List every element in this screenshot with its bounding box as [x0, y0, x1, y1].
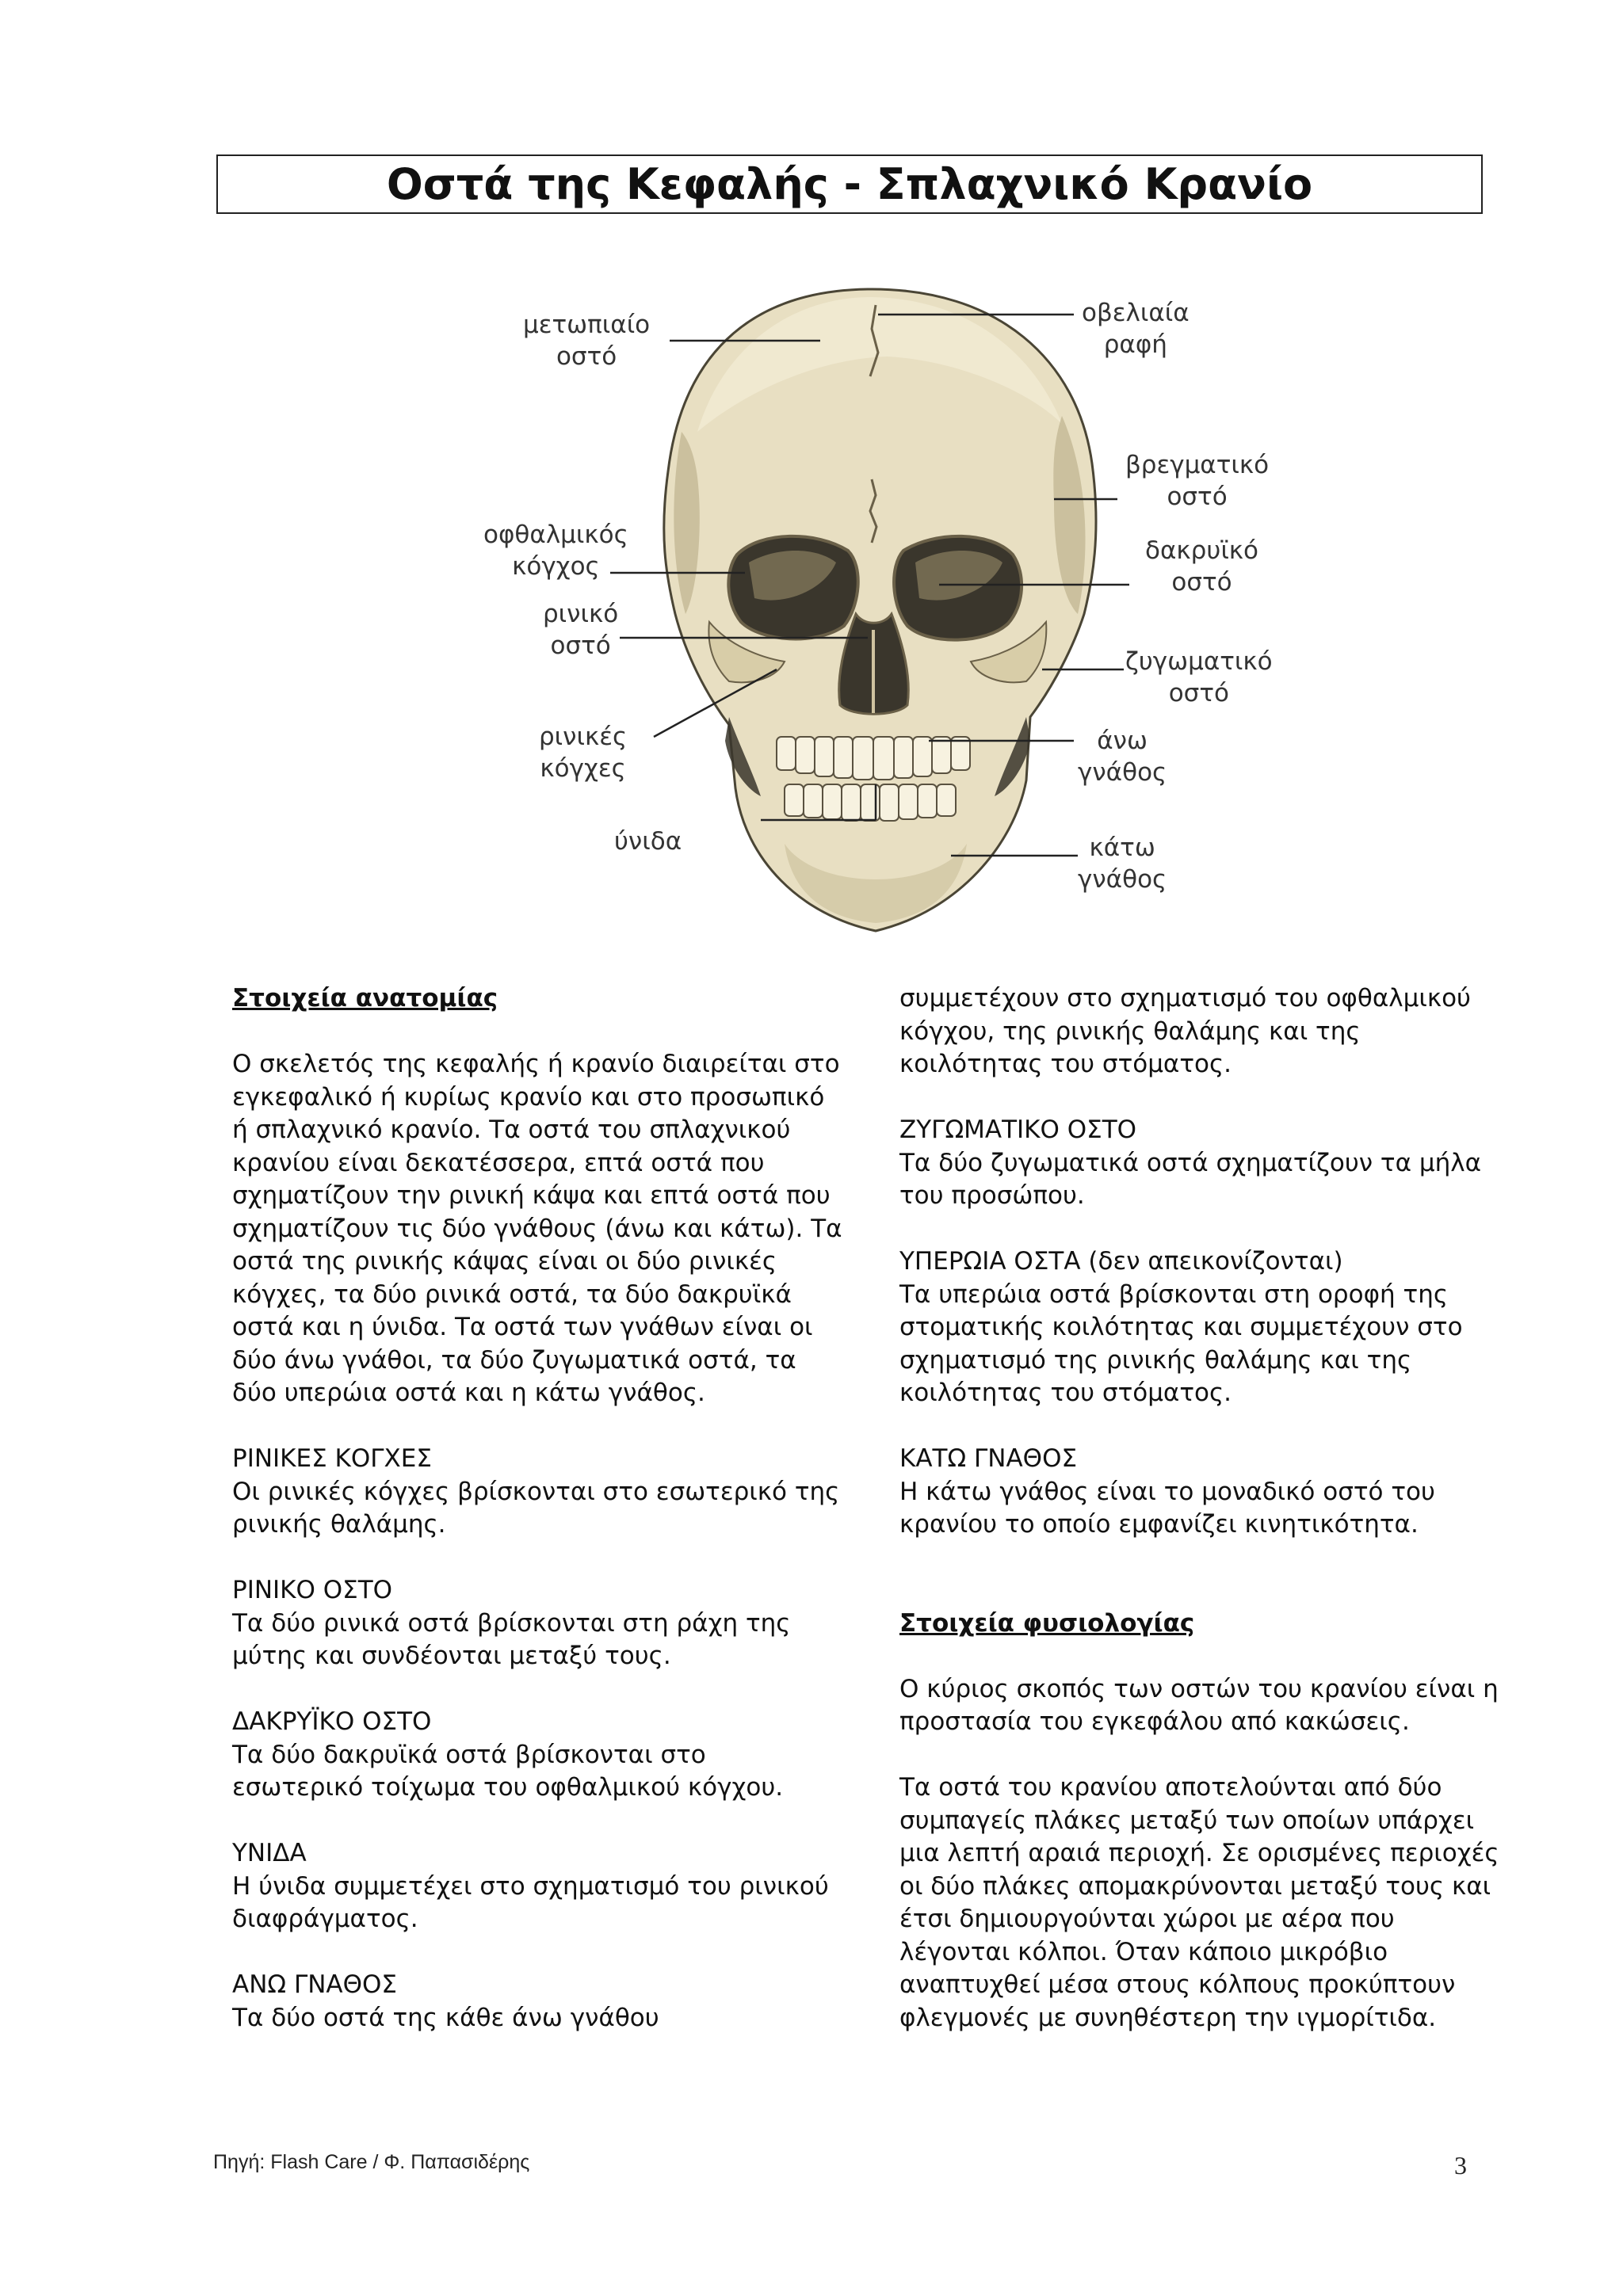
page-title: Οστά της Κεφαλής - Σπλαχνικό Κρανίο: [386, 159, 1313, 209]
skull-figure: [444, 273, 1316, 939]
anatomy-intro: Ο σκελετός της κεφαλής ή κρανίο διαιρείται στο εγκεφαλικό ή κυρίως κρανίο και στο προσωπικό ή σπλαχνικό κρανίο. Τα οστά του σπλαχνικού κρανίου είναι δεκατέσσερα, επτά οστά που σχηματίζουν την ρινική κάψα και επτά οστά που σχηματίζουν τις δύο γνάθους (άνω και κάτω). Τα οστά της ρινικής κάψας είναι οι δύο ρινικές κόγχες, τα δύο ρινικά οστά, τα δύο δακρυϊκά οστά και η ύνιδα. Τα οστά των γνάθων είναι οι δύο άνω γνάθοι, τα δύο ζυγωματικά οστά, τα δύο υπερώια οστά και η κάτω γνάθος.: [232, 1050, 842, 1407]
section-text: Τα υπερώια οστά βρίσκονται στη οροφή της στοματικής κοιλότητας και συμμετέχουν στο σχηματισμό της ρινικής θαλάμης και της κοιλότητας του στόματος.: [899, 1280, 1463, 1407]
title-box: [216, 154, 1483, 214]
section-text: Τα δύο δακρυϊκά οστά βρίσκονται στο εσωτερικό τοίχωμα του οφθαλμικού κόγχου.: [232, 1740, 784, 1802]
label-line: γνάθος: [1078, 758, 1167, 787]
section-title: ΥΝΙΔΑ: [232, 1839, 307, 1867]
section-title: ΡΙΝΙΚΟ ΟΣΤΟ: [232, 1576, 393, 1604]
physiology-paragraph: Τα οστά του κρανίου αποτελούνται από δύο συμπαγείς πλάκες μεταξύ των οποίων υπάρχει μια λεπτή αραιά περιοχή. Σε ορισμένες περιοχές οι δύο πλάκες απομακρύνονται μεταξύ τους και έτσι δημιουργούνται χώροι με αέρα που λέγονται κόλποι. Όταν κάποιο μικρόβιο αναπτυχθεί μέσα στους κόλπους προκύπτουν φλεγμονές με συνηθέστερη την ιγμορίτιδα.: [899, 1773, 1499, 2032]
label-line: οφθαλμικός: [483, 521, 628, 549]
section-title: ΡΙΝΙΚΕΣ ΚΟΓΧΕΣ: [232, 1444, 432, 1473]
physiology-paragraph: Ο κύριος σκοπός των οστών του κρανίου είναι η προστασία του εγκεφάλου από κακώσεις.: [899, 1674, 1499, 1736]
label-line: γνάθος: [1078, 865, 1167, 894]
label-line: οστό: [1171, 568, 1232, 597]
section-title: ΚΑΤΩ ΓΝΑΘΟΣ: [899, 1444, 1078, 1473]
label-line: ραφή: [1103, 330, 1167, 359]
label-line: οστό: [556, 342, 617, 371]
label-mandible: [1078, 832, 1167, 895]
section-text: Τα δύο ζυγωματικά οστά σχηματίζουν τα μήλα του προσώπου.: [899, 1148, 1482, 1210]
label-maxilla: [1078, 725, 1167, 788]
left-column: [232, 982, 842, 2035]
lower-teeth: [785, 784, 956, 821]
label-frontal-bone: [523, 309, 650, 372]
label-line: βρεγματικό: [1125, 451, 1270, 479]
upper-teeth: [777, 737, 970, 780]
section-text: Οι ρινικές κόγχες βρίσκονται στο εσωτερικό της ρινικής θαλάμης.: [232, 1477, 840, 1539]
label-line: ύνιδα: [614, 827, 682, 856]
label-line: ρινικό: [543, 600, 619, 628]
section-text: Η κάτω γνάθος είναι το μοναδικό οστό του κρανίου το οποίο εμφανίζει κινητικότητα.: [899, 1477, 1435, 1539]
label-vomer: [614, 826, 682, 857]
label-line: άνω: [1097, 727, 1148, 755]
label-zygomatic-bone: [1125, 646, 1273, 709]
label-sagittal-suture: [1082, 297, 1190, 360]
section-text: Τα δύο ρινικά οστά βρίσκονται στη ράχη της μύτης και συνδέονται μεταξύ τους.: [232, 1608, 791, 1670]
footer-source: Πηγή: Flash Care / Φ. Παπασιδέρης: [213, 2151, 530, 2173]
right-column: [899, 982, 1502, 2035]
physiology-heading: Στοιχεία φυσιολογίας: [899, 1608, 1195, 1638]
section-text: Τα δύο οστά της κάθε άνω γνάθου: [232, 2003, 659, 2032]
label-line: οβελιαία: [1082, 299, 1190, 327]
label-orbit: [483, 519, 628, 582]
label-line: κόγχος: [512, 552, 600, 581]
label-nasal-bone: [543, 598, 618, 662]
label-line: κόγχες: [540, 754, 626, 783]
label-line: οστό: [550, 631, 611, 660]
label-line: οστό: [1168, 679, 1229, 707]
label-line: ρινικές: [539, 723, 628, 751]
label-line: κάτω: [1089, 833, 1155, 862]
section-text: Η ύνιδα συμμετέχει στο σχηματισμό του ρινικού διαφράγματος.: [232, 1871, 829, 1933]
continuation-text: συμμετέχουν στο σχηματισμό του οφθαλμικού κόγχου, της ρινικής θαλάμης και της κοιλότητας του στόματος.: [899, 984, 1471, 1078]
label-line: μετωπιαίο: [523, 311, 651, 339]
label-nasal-conchae: [539, 721, 627, 784]
section-title: ΑΝΩ ΓΝΑΘΟΣ: [232, 1970, 397, 1999]
anatomy-heading: Στοιχεία ανατομίας: [232, 984, 498, 1013]
page-number: 3: [1454, 2151, 1467, 2180]
section-title: ΔΑΚΡΥΪΚΟ ΟΣΤΟ: [232, 1707, 432, 1736]
label-lacrimal-bone: [1145, 535, 1258, 598]
label-parietal-bone: [1125, 449, 1269, 513]
label-line: ζυγωματικό: [1125, 647, 1273, 676]
label-line: δακρυϊκό: [1145, 536, 1259, 565]
section-title: ΥΠΕΡΩΙΑ ΟΣΤΑ (δεν απεικονίζονται): [899, 1247, 1343, 1276]
section-title: ΖΥΓΩΜΑΤΙΚΟ ΟΣΤΟ: [899, 1116, 1137, 1144]
label-line: οστό: [1167, 482, 1228, 511]
